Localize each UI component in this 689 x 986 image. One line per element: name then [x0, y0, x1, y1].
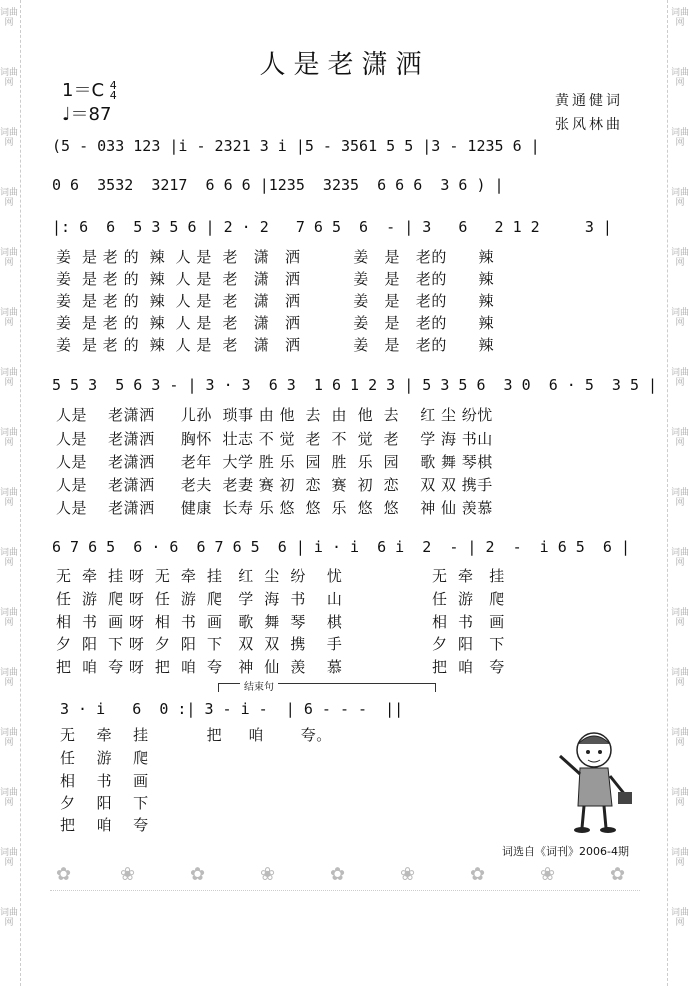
flower-icon: ✿ — [610, 864, 626, 885]
watermark-text: 词曲网 — [0, 908, 19, 928]
watermark-text: 词曲网 — [671, 68, 689, 88]
watermark-text: 词曲网 — [671, 428, 689, 448]
lyric-line: 无 牵 挂 呀 无 牵 挂 红 尘 纷 忧 无 牵 挂 — [56, 567, 505, 585]
key-signature — [62, 76, 117, 102]
lyricist-credit: 黄通健词 — [555, 93, 623, 109]
flower-icon: ✿ — [56, 864, 72, 885]
flower-decoration — [50, 862, 640, 891]
right-dashed-border — [667, 0, 668, 986]
flower-icon: ✿ — [470, 864, 486, 885]
lyric-line: 无 牵 挂 把 咱 夸。 — [60, 726, 332, 744]
lyric-line: 姜 是 老 的 辣 人 是 老 潇 洒 姜 是 老的 辣 — [56, 314, 494, 332]
watermark-text: 词曲网 — [0, 68, 19, 88]
notation-line-1: (5 - 033 123 |i - 2321 3 i |5 - 3561 5 5 |3 - 1235 6 | — [52, 137, 540, 155]
flower-icon: ❀ — [400, 864, 416, 885]
lyric-line: 姜 是 老 的 辣 人 是 老 潇 洒 姜 是 老的 辣 — [56, 292, 494, 310]
watermark-text: 词曲网 — [0, 188, 19, 208]
time-signature — [110, 81, 117, 101]
lyric-line: 相 书 画 — [60, 772, 149, 790]
left-watermark-column — [0, 0, 18, 986]
notation-line-4: 5 5 3 5 6 3 - | 3 · 3 6 3 1 6 1 2 3 | 5 3 5 6 3 0 6 · 5 3 5 | — [52, 376, 658, 394]
flower-icon: ❀ — [540, 864, 556, 885]
watermark-text: 词曲网 — [0, 8, 19, 28]
flower-icon: ✿ — [330, 864, 346, 885]
watermark-text: 词曲网 — [0, 848, 19, 868]
notation-line-2: 0 6 3532 3217 6 6 6 |1235 3235 6 6 6 3 6 ) | — [52, 176, 504, 194]
flower-icon: ❀ — [260, 864, 276, 885]
lyric-line: 姜 是 老 的 辣 人 是 老 潇 洒 姜 是 老的 辣 — [56, 336, 494, 354]
watermark-text: 词曲网 — [0, 608, 19, 628]
watermark-text: 词曲网 — [671, 668, 689, 688]
tempo-marking: ♩＝87 — [62, 104, 112, 125]
key-text: 1＝C — [62, 80, 105, 101]
lyric-line: 把 咱 夸 呀 把 咱 夸 神 仙 羡 慕 把 咱 夸 — [56, 658, 505, 676]
watermark-text: 词曲网 — [671, 368, 689, 388]
notation-line-5: 6 7 6 5 6 · 6 6 7 6 5 6 | i · i 6 i 2 - | 2 - i 6 5 6 | — [52, 538, 630, 556]
flower-icon: ❀ — [120, 864, 136, 885]
watermark-text: 词曲网 — [671, 128, 689, 148]
lyric-line: 人是 老潇洒 儿孙 琐事 由 他 去 由 他 去 红 尘 纷忧 — [56, 406, 493, 424]
lyric-line: 把 咱 夸 — [60, 816, 149, 834]
lyric-line: 任 游 爬 呀 任 游 爬 学 海 书 山 任 游 爬 — [56, 590, 505, 608]
lyric-line: 相 书 画 呀 相 书 画 歌 舞 琴 棋 相 书 画 — [56, 613, 505, 631]
watermark-text: 词曲网 — [671, 728, 689, 748]
watermark-text: 词曲网 — [0, 308, 19, 328]
lyric-line: 夕 阳 下 — [60, 794, 149, 812]
left-dashed-border — [20, 0, 21, 986]
watermark-text: 词曲网 — [671, 608, 689, 628]
watermark-text: 词曲网 — [671, 8, 689, 28]
watermark-text: 词曲网 — [671, 308, 689, 328]
cartoon-boy-icon — [556, 726, 636, 836]
watermark-text: 词曲网 — [671, 848, 689, 868]
source-note: 词选自《词刊》2006-4期 — [502, 845, 629, 858]
watermark-text: 词曲网 — [671, 248, 689, 268]
watermark-text: 词曲网 — [0, 248, 19, 268]
composer-credit: 张风林曲 — [555, 117, 623, 133]
watermark-text: 词曲网 — [0, 548, 19, 568]
notation-line-6: 3 · i 6 0 :| 3 - i - | 6 - - - || — [60, 700, 404, 718]
watermark-text: 词曲网 — [0, 788, 19, 808]
lyric-line: 姜 是 老 的 辣 人 是 老 潇 洒 姜 是 老的 辣 — [56, 248, 494, 266]
time-denominator: 4 — [109, 89, 117, 102]
watermark-text: 词曲网 — [671, 488, 689, 508]
watermark-text: 词曲网 — [671, 788, 689, 808]
song-title: 人是老潇洒 — [259, 50, 430, 80]
watermark-text: 词曲网 — [0, 428, 19, 448]
watermark-text: 词曲网 — [0, 368, 19, 388]
flower-icon: ✿ — [190, 864, 206, 885]
lyric-line: 任 游 爬 — [60, 749, 149, 767]
watermark-text: 词曲网 — [0, 128, 19, 148]
notation-line-3: |: 6 6 5 3 5 6 | 2 · 2 7 6 5 6 - | 3 6 2 1 2 3 | — [52, 218, 612, 236]
right-watermark-column — [671, 0, 689, 986]
lyric-line: 人是 老潇洒 健康 长寿 乐 悠 悠 乐 悠 悠 神 仙 羡慕 — [56, 499, 493, 517]
lyric-line: 人是 老潇洒 老年 大学 胜 乐 园 胜 乐 园 歌 舞 琴棋 — [56, 453, 493, 471]
time-numerator: 4 — [109, 79, 117, 92]
ending-label: 结束句 — [240, 678, 278, 693]
lyric-line: 夕 阳 下 呀 夕 阳 下 双 双 携 手 夕 阳 下 — [56, 635, 505, 653]
lyric-line: 姜 是 老 的 辣 人 是 老 潇 洒 姜 是 老的 辣 — [56, 270, 494, 288]
watermark-text: 词曲网 — [671, 188, 689, 208]
watermark-text: 词曲网 — [0, 488, 19, 508]
watermark-text: 词曲网 — [0, 668, 19, 688]
watermark-text: 词曲网 — [671, 908, 689, 928]
watermark-text: 词曲网 — [0, 728, 19, 748]
lyric-line: 人是 老潇洒 老夫 老妻 赛 初 恋 赛 初 恋 双 双 携手 — [56, 476, 493, 494]
watermark-text: 词曲网 — [671, 548, 689, 568]
lyric-line: 人是 老潇洒 胸怀 壮志 不 觉 老 不 觉 老 学 海 书山 — [56, 430, 493, 448]
